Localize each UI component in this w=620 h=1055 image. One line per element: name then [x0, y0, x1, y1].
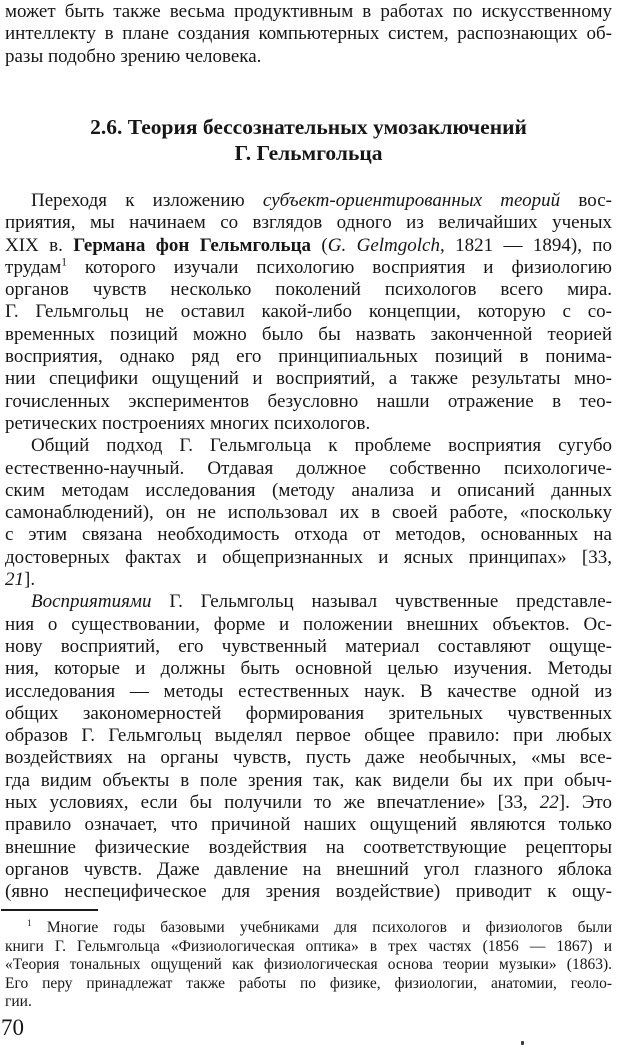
text-segment: исследования — методы естественных наук. В качестве одной из	[5, 680, 612, 702]
text-line	[5, 257, 612, 279]
text-segment: образов Г. Гельмгольц выделял первое общее правило: при любых	[5, 725, 612, 747]
text-line	[5, 859, 612, 881]
text-segment: «Теория тональных ощущений как физиологическая основа теории музыки» (1863).	[5, 956, 612, 974]
section-heading-line1: 2.6. Теория бессознательных умозаключений	[90, 115, 527, 139]
text-segment: может быть также весьма продуктивным в работах по искусственному	[5, 1, 612, 22]
text-line	[5, 938, 612, 957]
text-line	[5, 919, 612, 938]
text-segment: приятия, мы начинаем со взглядов одного из величайших ученых	[5, 212, 612, 234]
text-segment: книги Г. Гельмгольца «Физиологическая оптика» в трех частях (1856 — 1867) и	[5, 937, 612, 955]
text-segment: нии специфики ощущений и восприятий, а также результаты мно-	[5, 368, 612, 390]
body-text	[5, 190, 612, 904]
text-segment: Его перу принадлежат также работы по физике, физиологии, анатомии, геоло-	[5, 974, 612, 992]
text-segment: гии.	[5, 993, 32, 1011]
text-segment: ния, которые и должны быть основной целью изучения. Методы	[5, 658, 612, 680]
text-segment: естественно-научный. Отдавая должное собственно психологиче-	[5, 457, 612, 479]
text-segment: (явно неспецифическое для зрения воздействие) приводит к ощу-	[5, 881, 612, 903]
text-line	[5, 636, 612, 658]
text-line	[5, 614, 612, 636]
text-line	[5, 837, 612, 859]
text-line	[5, 235, 612, 257]
text-segment: ].	[24, 569, 36, 591]
text-segment: Восприятиями	[31, 591, 152, 613]
text-segment: внешние физические воздействия на соответствующие рецепторы	[5, 836, 612, 858]
text-segment: Многие годы базовыми учебниками для психологов и физиологов были	[31, 919, 612, 936]
footnote-separator	[1, 909, 98, 911]
text-segment: ретических построениях многих психологов.	[5, 412, 371, 434]
text-line	[5, 770, 612, 792]
text-line	[5, 346, 612, 368]
text-line	[5, 391, 612, 413]
text-line	[5, 591, 612, 613]
text-line	[5, 301, 612, 323]
text-segment: XIX в.	[5, 234, 74, 256]
text-line	[5, 524, 612, 546]
text-line	[5, 279, 612, 301]
text-segment: трудам	[5, 256, 62, 278]
text-line	[5, 681, 612, 703]
text-line	[5, 703, 612, 725]
text-segment: ]. Это	[558, 792, 612, 814]
text-segment: общих закономерностей формирования зрительных чувственных	[5, 702, 612, 724]
scan-speck	[521, 1041, 524, 1045]
text-line	[5, 956, 612, 975]
footnote-reference: 1	[27, 919, 32, 929]
text-segment: субъект-ориентированных теорий	[262, 190, 561, 211]
text-segment: 22	[539, 792, 559, 814]
text-segment: нову восприятий, его чувственный материал составляют ощуще-	[5, 635, 612, 657]
text-line	[5, 435, 612, 457]
text-line	[5, 993, 612, 1012]
text-segment: ных условиях, если бы получили то же впечатление» [33,	[5, 792, 540, 814]
text-segment: ния о существовании, форме и положении внешних объектов. Ос-	[5, 613, 612, 635]
text-segment: G. Gelmgolch	[327, 234, 440, 256]
text-segment: с этим связана необходимость отхода от методов, основанных на	[5, 524, 612, 546]
text-segment: гда видим объекты в поле зрения так, как видели бы их при обыч-	[5, 769, 612, 791]
text-line	[5, 747, 612, 769]
section-heading	[5, 114, 612, 166]
text-line	[5, 458, 612, 480]
text-line	[5, 190, 612, 212]
text-line	[5, 23, 612, 45]
text-line	[5, 413, 612, 435]
text-segment: самонаблюдений), он не использовал их в своей работе, «поскольку	[5, 502, 612, 524]
page-number: 70	[1, 1015, 24, 1040]
text-segment: (	[311, 234, 328, 256]
text-line	[5, 569, 612, 591]
text-segment: воздействиях на органы чувств, пусть даже необычных, «мы все-	[5, 747, 612, 769]
text-line	[5, 1, 612, 23]
text-segment: 21	[5, 569, 24, 591]
text-segment: Общий подход Г. Гельмгольца к проблеме восприятия сугубо	[31, 435, 612, 457]
text-segment: восприятия, однако ряд его принципиальных позиций в понима-	[5, 346, 612, 368]
text-segment: интеллекту в плане создания компьютерных систем, распознающих об-	[5, 23, 612, 45]
text-line	[5, 792, 612, 814]
text-line	[5, 658, 612, 680]
text-segment: , 1821 — 1894), по	[439, 234, 612, 256]
text-line	[5, 881, 612, 903]
text-segment: вос-	[560, 190, 612, 211]
text-segment: органов чувств несколько поколений психологов всего мира.	[5, 279, 612, 301]
text-segment: ским методам исследования (методу анализа и описаний данных	[5, 479, 612, 501]
footnote	[5, 919, 612, 1012]
text-segment: Г. Гельмгольц называл чувственные представле-	[151, 591, 612, 613]
text-segment: временных позиций можно было бы назвать законченной теорией	[5, 323, 612, 345]
text-line	[5, 46, 612, 68]
text-segment: которого изучали психологию восприятия и физиологию	[66, 256, 612, 278]
footnote-reference: 1	[61, 256, 67, 269]
section-heading-line2: Г. Гельмгольца	[234, 141, 383, 165]
text-line	[5, 368, 612, 390]
text-segment: Г. Гельмгольц не оставил какой-либо концепции, которую с со-	[5, 301, 612, 323]
text-line	[5, 814, 612, 836]
text-line	[5, 725, 612, 747]
text-line	[5, 480, 612, 502]
text-segment: Германа фон Гельмгольца	[73, 234, 312, 256]
text-segment: достоверных фактах и общепризнанных и ясных принципах» [33,	[5, 546, 612, 568]
text-segment: гочисленных экспериментов безусловно нашли отражение в тео-	[5, 390, 612, 412]
text-segment: разы подобно зрению человека.	[5, 45, 262, 67]
text-segment: Переходя к изложению	[31, 190, 263, 211]
text-segment: правило означает, что причиной наших ощущений являются только	[5, 814, 612, 836]
text-line	[5, 212, 612, 234]
text-segment: органов чувств. Даже давление на внешний угол глазного яблока	[5, 858, 612, 880]
text-line	[5, 502, 612, 524]
text-line	[5, 324, 612, 346]
text-line	[5, 547, 612, 569]
paragraph-continuation	[5, 1, 612, 68]
text-line	[5, 975, 612, 994]
